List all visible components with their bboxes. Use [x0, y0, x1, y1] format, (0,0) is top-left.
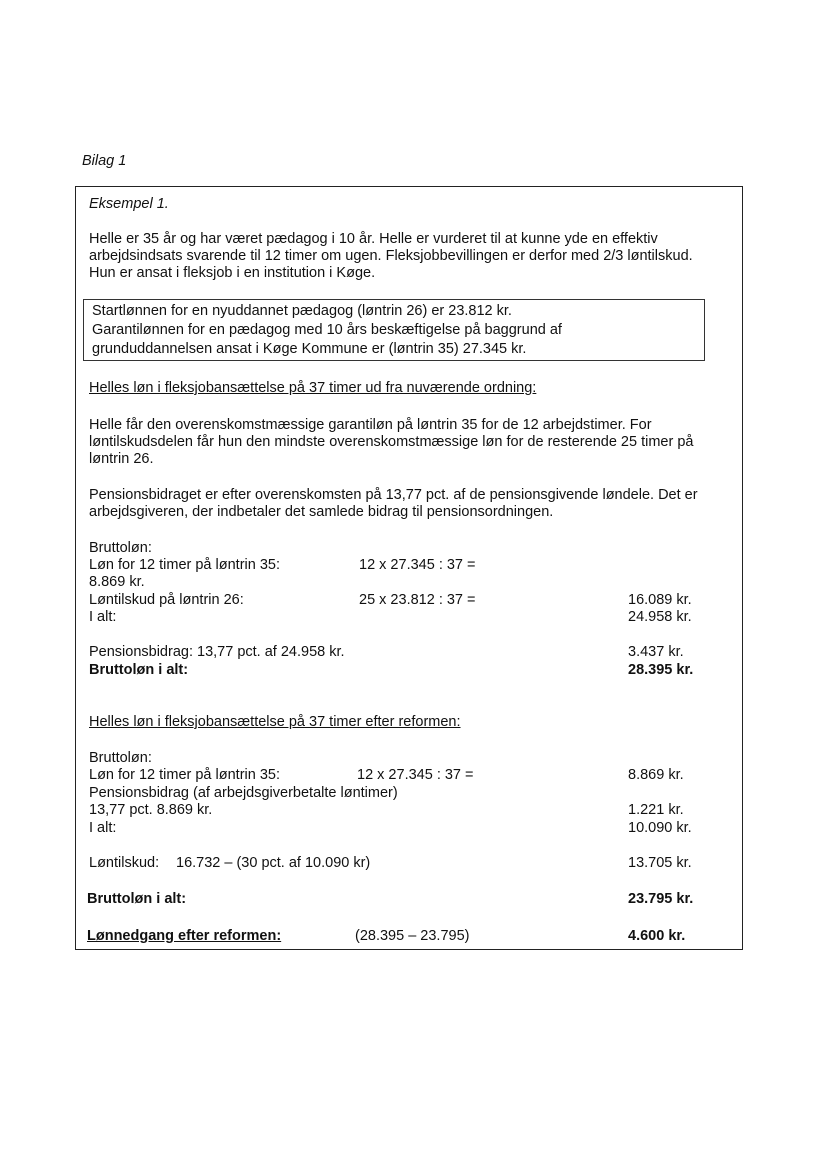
current-para2-line-2: arbejdsgiveren, der indbetaler det samlede bidrag til pensionsordningen.	[89, 504, 554, 520]
current-pension-label: Pensionsbidrag: 13,77 pct. af 24.958 kr.	[89, 644, 345, 660]
reform-row1-label: Løn for 12 timer på løntrin 35:	[89, 767, 280, 783]
reform-total-value: 10.090 kr.	[628, 820, 692, 836]
example-title: Eksempel 1.	[89, 196, 169, 212]
current-para2-line-1: Pensionsbidraget er efter overenskomsten på 13,77 pct. af de pensionsgivende løndele. Det er	[89, 487, 698, 503]
reform-pension-line-1: Pensionsbidrag (af arbejdsgiverbetalte løntimer)	[89, 785, 398, 801]
bilag-label: Bilag 1	[82, 153, 127, 169]
current-grand-value: 28.395 kr.	[628, 662, 694, 678]
current-brutto-label: Bruttoløn:	[89, 540, 152, 556]
box-line-2: Garantilønnen for en pædagog med 10 års beskæftigelse på baggrund af	[92, 322, 562, 338]
current-row1-value: 8.869 kr.	[89, 574, 145, 590]
current-row2-calc: 25 x 23.812 : 37 =	[359, 592, 476, 608]
current-para1-line-2: løntilskudsdelen får hun den mindste overenskomstmæssige løn for de resterende 25 timer på	[89, 434, 694, 450]
reform-grand-label: Bruttoløn i alt:	[87, 891, 187, 907]
current-grand-label: Bruttoløn i alt:	[89, 662, 189, 678]
current-total-label: I alt:	[89, 609, 117, 625]
current-row1-calc: 12 x 27.345 : 37 =	[359, 557, 476, 573]
intro-line-3: Hun er ansat i fleksjob i en institution i Køge.	[89, 265, 376, 281]
reform-decline-value: 4.600 kr.	[628, 928, 686, 944]
box-line-3: grunduddannelsen ansat i Køge Kommune er (løntrin 35) 27.345 kr.	[92, 341, 527, 357]
current-row1-label: Løn for 12 timer på løntrin 35:	[89, 557, 280, 573]
current-total-value: 24.958 kr.	[628, 609, 692, 625]
reform-decline-label: Lønnedgang efter reformen:	[87, 928, 282, 944]
current-row2-value: 16.089 kr.	[628, 592, 692, 608]
intro-line-1: Helle er 35 år og har været pædagog i 10 år. Helle er vurderet til at kunne yde en effektiv	[89, 231, 658, 247]
box-line-1: Startlønnen for en nyuddannet pædagog (løntrin 26) er 23.812 kr.	[92, 303, 512, 319]
reform-subsidy-label: Løntilskud:	[89, 855, 160, 871]
current-para1-line-1: Helle får den overenskomstmæssige garantiløn på løntrin 35 for de 12 arbejdstimer. For	[89, 417, 652, 433]
reform-row1-value: 8.869 kr.	[628, 767, 684, 783]
current-para1-line-3: løntrin 26.	[89, 451, 154, 467]
reform-pension-value: 1.221 kr.	[628, 802, 684, 818]
reform-subsidy-value: 13.705 kr.	[628, 855, 692, 871]
reform-grand-value: 23.795 kr.	[628, 891, 694, 907]
intro-line-2: arbejdsindsats svarende til 12 timer om ugen. Fleksjobbevillingen er derfor med 2/3 løntilskud.	[89, 248, 693, 264]
current-pension-value: 3.437 kr.	[628, 644, 684, 660]
reform-pension-line-2: 13,77 pct. 8.869 kr.	[89, 802, 213, 818]
reform-row1-calc: 12 x 27.345 : 37 =	[357, 767, 474, 783]
current-heading: Helles løn i fleksjobansættelse på 37 timer ud fra nuværende ordning:	[89, 380, 537, 396]
reform-decline-calc: (28.395 – 23.795)	[355, 928, 470, 944]
reform-total-label: I alt:	[89, 820, 117, 836]
reform-brutto-label: Bruttoløn:	[89, 750, 152, 766]
current-row2-label: Løntilskud på løntrin 26:	[89, 592, 244, 608]
reform-subsidy-calc: 16.732 – (30 pct. af 10.090 kr)	[176, 855, 371, 871]
reform-heading: Helles løn i fleksjobansættelse på 37 timer efter reformen:	[89, 714, 461, 730]
